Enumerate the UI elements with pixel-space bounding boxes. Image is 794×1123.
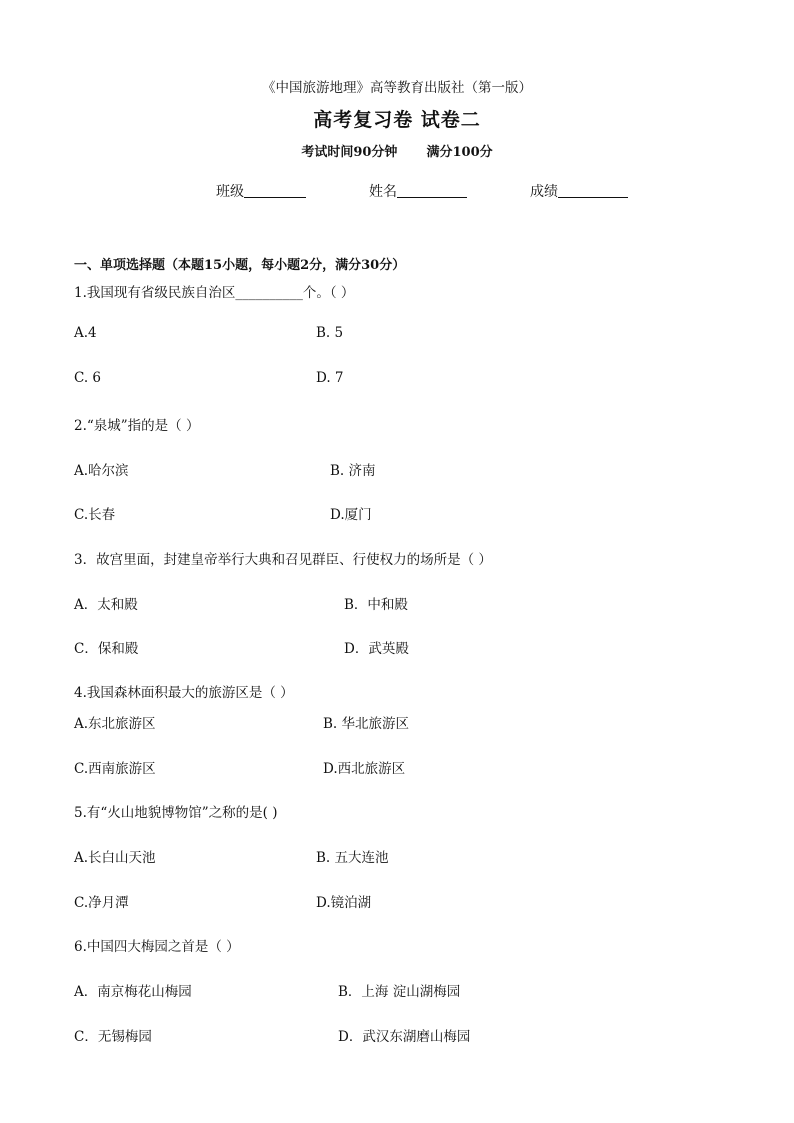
- grade-field[interactable]: [530, 181, 628, 201]
- grade-label: 成绩: [530, 184, 558, 200]
- q1-option-a[interactable]: A.4: [74, 325, 97, 341]
- exam-full-score: 满分100分: [426, 145, 493, 160]
- exam-title: 高考复习卷 试卷二: [313, 109, 481, 131]
- q4-option-b[interactable]: B. 华北旅游区: [323, 716, 410, 732]
- question-3: 3．故宫里面，封建皇帝举行大典和召见群臣、行使权力的场所是（ ）: [74, 552, 492, 568]
- question-2: 2.“泉城”指的是（ ）: [74, 418, 200, 434]
- q2-option-a[interactable]: A.哈尔滨: [74, 463, 129, 479]
- class-label: 班级: [216, 184, 244, 200]
- question-1: 1.我国现有省级民族自治区__________个。（ ）: [74, 285, 355, 301]
- class-field[interactable]: [216, 181, 306, 201]
- q5-option-a[interactable]: A.长白山天池: [74, 850, 156, 866]
- book-source: 《中国旅游地理》高等教育出版社（第一版）: [262, 80, 532, 96]
- name-field[interactable]: [369, 181, 467, 201]
- q6-option-c[interactable]: C．无锡梅园: [74, 1029, 152, 1045]
- q1-option-c[interactable]: C. 6: [74, 370, 102, 386]
- grade-blank[interactable]: [558, 183, 628, 198]
- question-4: 4.我国森林面积最大的旅游区是（ ）: [74, 685, 294, 701]
- question-6: 6.中国四大梅园之首是（ ）: [74, 939, 240, 955]
- q5-option-b[interactable]: B. 五大连池: [316, 850, 389, 866]
- q6-option-a[interactable]: A．南京梅花山梅园: [74, 984, 192, 1000]
- q5-option-d[interactable]: D.镜泊湖: [316, 895, 372, 911]
- q6-option-d[interactable]: D．武汉东湖磨山梅园: [338, 1029, 471, 1045]
- q1-option-b[interactable]: B. 5: [316, 325, 344, 341]
- q3-option-c[interactable]: C．保和殿: [74, 641, 139, 657]
- class-blank[interactable]: [244, 183, 306, 198]
- q4-option-d[interactable]: D.西北旅游区: [323, 761, 406, 777]
- exam-meta: [0, 141, 794, 160]
- exam-time: 考试时间90分钟: [301, 145, 398, 160]
- name-blank[interactable]: [397, 183, 467, 198]
- q6-option-b[interactable]: B．上海 淀山湖梅园: [338, 984, 461, 1000]
- name-label: 姓名: [369, 184, 397, 200]
- q4-option-a[interactable]: A.东北旅游区: [74, 716, 156, 732]
- q4-option-c[interactable]: C.西南旅游区: [74, 761, 156, 777]
- q2-option-c[interactable]: C.长春: [74, 507, 116, 523]
- q1-option-d[interactable]: D. 7: [316, 370, 344, 386]
- question-5: 5.有“火山地貌博物馆”之称的是( ): [74, 805, 278, 821]
- q2-option-b[interactable]: B. 济南: [330, 463, 376, 479]
- q2-option-d[interactable]: D.厦门: [330, 507, 372, 523]
- q3-option-b[interactable]: B．中和殿: [344, 597, 408, 613]
- q3-option-d[interactable]: D．武英殿: [344, 641, 409, 657]
- section-title: 一、单项选择题（本题15小题，每小题2分，满分30分）: [74, 258, 406, 273]
- q5-option-c[interactable]: C.净月潭: [74, 895, 129, 911]
- q3-option-a[interactable]: A．太和殿: [74, 597, 138, 613]
